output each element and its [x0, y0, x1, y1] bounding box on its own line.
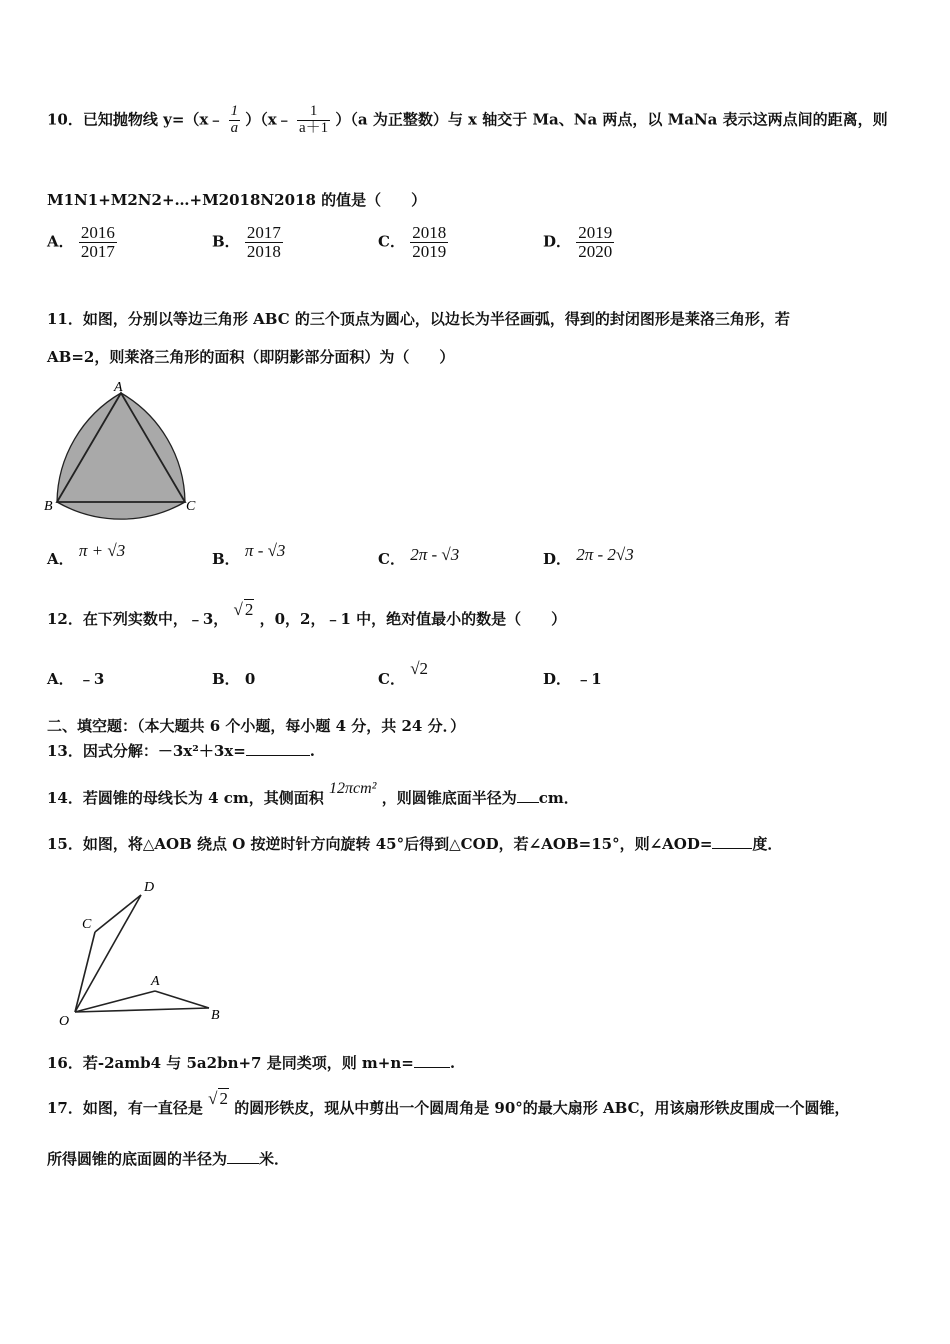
q12-option-c: C． √2 [378, 659, 429, 688]
q11-option-d: D． 2π - 2√3 [543, 545, 634, 568]
q11-option-c: C． 2π - √3 [378, 545, 460, 568]
q15-answer-blank [712, 836, 752, 849]
section-2-heading: 二、填空题：（本大题共 6 个小题，每小题 4 分，共 24 分．） [47, 717, 466, 735]
label-o: O [59, 1014, 70, 1029]
q17-sqrt-two: √ 2 [208, 1089, 228, 1108]
q10-fraction-1: $\frac{1}{a}$ [230, 103, 239, 136]
q11-option-c-expr: 2π - √3 [410, 545, 460, 564]
rotation-figure [55, 875, 230, 1030]
q14-answer-blank [517, 790, 539, 803]
q13-line: 13．因式分解：－3x²＋3x= . [47, 742, 316, 760]
q12-option-b: B． 0 [212, 670, 256, 688]
q11-option-a: A． π + √3 [47, 541, 126, 568]
q12-sqrt-two: √ 2 [233, 600, 254, 619]
label-c: C [186, 499, 196, 514]
q10-option-a-fraction: $\frac{2016}{2017}$ [80, 223, 115, 261]
q16-answer-blank [414, 1055, 450, 1068]
segment-cd [95, 895, 141, 932]
segment-ab [155, 991, 209, 1008]
q12-option-d: D． ﹣1 [543, 670, 602, 688]
label-b: B [211, 1008, 220, 1023]
q10-option-d: D． $\frac{2019}{2020}$ [543, 223, 613, 261]
q13-answer-blank [246, 743, 310, 756]
q11-option-d-expr: 2π - 2√3 [576, 545, 634, 564]
q10-option-c-fraction: $\frac{2018}{2019}$ [412, 223, 447, 261]
q10-line2: M1N1+M2N2+…+M2018N2018 的值是（ ） [47, 191, 427, 209]
q12-option-a: A． ﹣3 [47, 670, 105, 688]
q12-line: 12．在下列实数中，﹣3， √ 2 ，0，2，﹣1 中，绝对值最小的数是（ ） [47, 600, 567, 628]
q10-option-d-fraction: $\frac{2019}{2020}$ [578, 223, 613, 261]
segment-oa [75, 991, 155, 1012]
label-b: B [44, 499, 53, 514]
q10-text-b: ）（x﹣ [245, 110, 292, 129]
q10-text-a: 10．已知抛物线 y=（x﹣ [47, 110, 224, 129]
segment-ob [75, 1008, 209, 1012]
q10-text-c: ）（a 为正整数）与 x 轴交于 Ma、Na 两点，以 MaNa 表示这两点间的距离，则 [335, 110, 888, 129]
segment-oc [75, 932, 95, 1012]
q11-option-b-expr: π - √3 [244, 541, 286, 560]
q12-option-c-expr: √2 [410, 659, 429, 678]
q11-option-b: B． π - √3 [212, 541, 286, 568]
q15-line: 15．如图，将△AOB 绕点 O 按逆时针方向旋转 45°后得到△COD，若∠AOB=15°，则∠AOD= 度． [47, 835, 783, 853]
q17-line1: 17．如图，有一直径是 √ 2 的圆形铁皮，现从中剪出一个圆周角是 90°的最大扇形 ABC，用该扇形铁皮围成一个圆锥， [47, 1089, 850, 1117]
label-a: A [151, 974, 160, 989]
label-c: C [82, 917, 92, 932]
q14-line: 14．若圆锥的母线长为 4 cm，其侧面积 12πcm² ，则圆锥底面半径为 cm． [47, 780, 579, 807]
q10-option-b-fraction: $\frac{2017}{2018}$ [246, 223, 281, 261]
q10-option-b: B． $\frac{2017}{2018}$ [212, 223, 281, 261]
reuleaux-triangle-figure [40, 375, 210, 520]
q17-line2: 所得圆锥的底面圆的半径为 米． [47, 1150, 290, 1168]
q11-line1: 11．如图，分别以等边三角形 ABC 的三个顶点为圆心，以边长为半径画弧，得到的封闭图形是莱洛三角形，若 [47, 310, 790, 328]
q10-option-c: C． $\frac{2018}{2019}$ [378, 223, 447, 261]
q11-line2: AB=2，则莱洛三角形的面积（即阴影部分面积）为（ ） [47, 348, 455, 366]
q10-option-a: A． $\frac{2016}{2017}$ [47, 223, 115, 261]
q16-line: 16．若-2amb4 与 5a2bn+7 是同类项，则 m+n= . [47, 1054, 456, 1072]
reuleaux-shaded-region [57, 393, 185, 519]
label-a: A [114, 380, 123, 395]
q10-fraction-2: $\frac{1}{a+1}$ [298, 103, 329, 136]
segment-od [75, 895, 141, 1012]
label-d: D [144, 880, 155, 895]
q11-option-a-expr: π + √3 [78, 541, 126, 560]
q17-answer-blank [227, 1151, 259, 1164]
q14-area-expr: 12πcm² [329, 780, 377, 797]
q10-line1 [47, 104, 888, 137]
